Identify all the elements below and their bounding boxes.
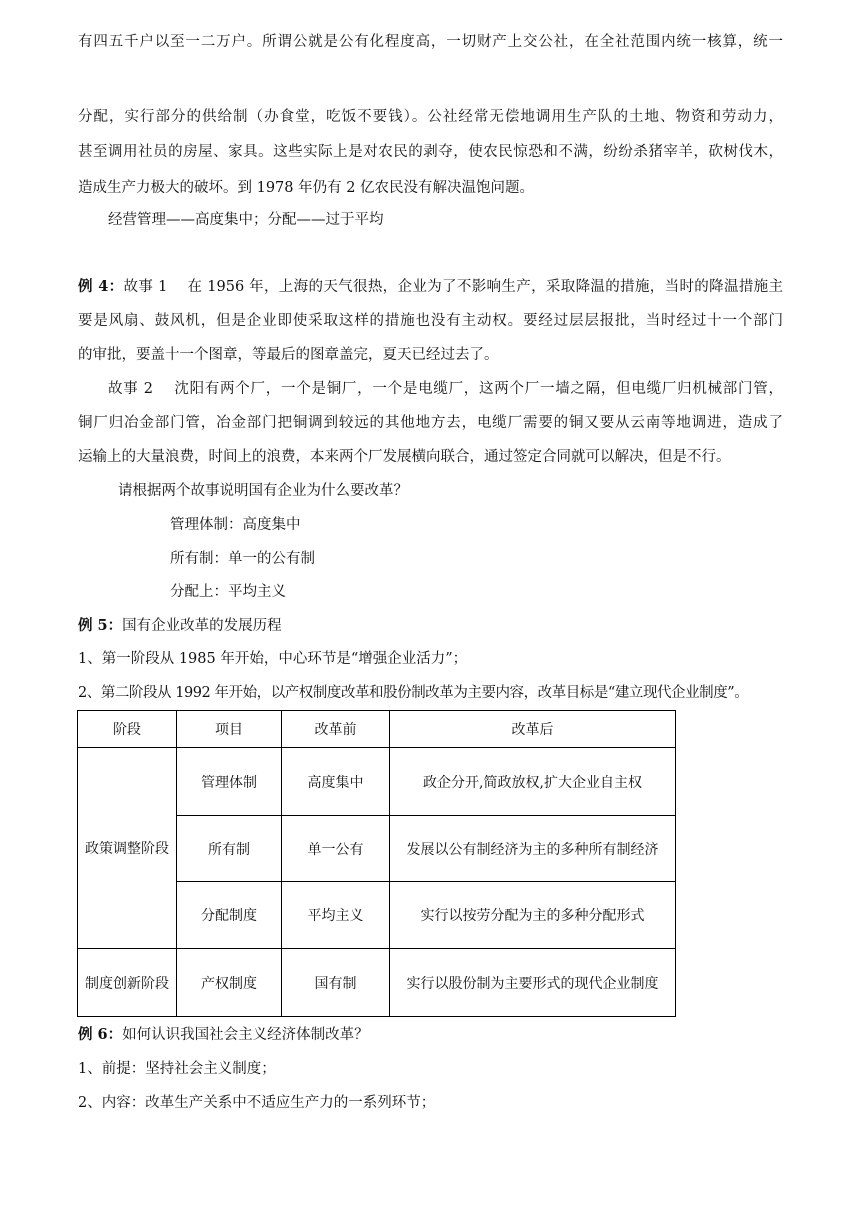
paragraph-line: 有四五千户以至一二万户。所谓公就是公有化程度高，一切财产上交公社，在全社范围内统一核算，统一 bbox=[78, 34, 783, 50]
example-6-title: 如何认识我国社会主义经济体制改革？ bbox=[122, 1027, 369, 1043]
table-cell-stage: 制度创新阶段 bbox=[78, 949, 177, 1017]
table-cell-stage: 政策调整阶段 bbox=[78, 748, 177, 949]
table-cell-item: 产权制度 bbox=[177, 949, 282, 1017]
story-1-line: 的审批，要盖十一个图章，等最后的图章盖完，夏天已经过去了。 bbox=[78, 347, 499, 363]
story-2-line: 运输上的大量浪费，时间上的浪费，本来两个厂发展横向联合，通过签定合同就可以解决，但是不行。 bbox=[78, 449, 731, 465]
example-4-line bbox=[78, 277, 783, 297]
story-1-line: 要是风扇、鼓风机，但是企业即使采取这样的措施也没有主动权。要经过层层报批，当时经过十一个部门 bbox=[78, 313, 783, 329]
example-5-heading bbox=[78, 616, 282, 636]
story-2-line: 铜厂归冶金部门管，冶金部门把铜调到较远的其他地方去，电缆厂需要的铜又要从云南等地调进，造成了 bbox=[78, 415, 783, 431]
table-cell-before: 单一公有 bbox=[282, 816, 390, 882]
story-1-line: 故事 1 在 1956 年，上海的天气很热，企业为了不影响生产，采取降温的措施，当时的降温措施主 bbox=[123, 279, 783, 295]
table-row bbox=[78, 949, 676, 1017]
table-cell-after: 实行以按劳分配为主的多种分配形式 bbox=[390, 882, 676, 949]
question-line: 请根据两个故事说明国有企业为什么要改革？ bbox=[118, 483, 408, 499]
table-cell-after: 实行以股份制为主要形式的现代企业制度 bbox=[390, 949, 676, 1017]
reform-table bbox=[77, 710, 676, 1017]
paragraph-line: 甚至调用社员的房屋、家具。这些实际上是对农民的剥夺，使农民惊恐和不满，纷纷杀猪宰羊，砍树伐木， bbox=[78, 144, 783, 160]
example-5-label: 例 5： bbox=[78, 617, 123, 634]
example-6-heading bbox=[78, 1025, 369, 1045]
table-header-cell: 改革后 bbox=[390, 711, 676, 748]
answer-line: 管理体制：高度集中 bbox=[170, 517, 301, 533]
list-item: 2、第二阶段从 1992 年开始，以产权制度改革和股份制改革为主要内容，改革目标是“建立现代企业制度”。 bbox=[78, 685, 749, 701]
list-item: 2、内容：改革生产关系中不适应生产力的一系列环节； bbox=[78, 1095, 436, 1111]
table-header-cell: 项目 bbox=[177, 711, 282, 748]
paragraph-line: 造成生产力极大的破坏。到 1978 年仍有 2 亿农民没有解决温饱问题。 bbox=[78, 180, 535, 196]
paragraph-line: 分配，实行部分的供给制（办食堂，吃饭不要钱）。公社经常无偿地调用生产队的土地、物资和劳动力， bbox=[78, 109, 783, 125]
answer-line: 分配上：平均主义 bbox=[170, 584, 286, 600]
table-cell-before: 平均主义 bbox=[282, 882, 390, 949]
table-cell-before: 国有制 bbox=[282, 949, 390, 1017]
list-item: 1、前提：坚持社会主义制度； bbox=[78, 1061, 276, 1077]
table-row bbox=[78, 748, 676, 816]
table-cell-item: 管理体制 bbox=[177, 748, 282, 816]
table-header-row bbox=[78, 711, 676, 748]
table-cell-item: 所有制 bbox=[177, 816, 282, 882]
story-2-line: 故事 2 沈阳有两个厂，一个是铜厂，一个是电缆厂，这两个厂一墙之隔，但电缆厂归机械部门管， bbox=[108, 381, 783, 397]
table-cell-after: 政企分开,简政放权,扩大企业自主权 bbox=[390, 748, 676, 816]
table-header-cell: 改革前 bbox=[282, 711, 390, 748]
answer-line: 所有制：单一的公有制 bbox=[170, 551, 315, 567]
example-5-title: 国有企业改革的发展历程 bbox=[122, 618, 282, 634]
summary-line: 经营管理——高度集中；分配——过于平均 bbox=[108, 212, 384, 228]
list-item: 1、第一阶段从 1985 年开始，中心环节是“增强企业活力”； bbox=[78, 651, 468, 667]
example-6-label: 例 6： bbox=[78, 1026, 123, 1043]
table-cell-after: 发展以公有制经济为主的多种所有制经济 bbox=[390, 816, 676, 882]
table-cell-item: 分配制度 bbox=[177, 882, 282, 949]
table-cell-before: 高度集中 bbox=[282, 748, 390, 816]
example-4-label: 例 4： bbox=[78, 278, 124, 295]
table-header-cell: 阶段 bbox=[78, 711, 177, 748]
